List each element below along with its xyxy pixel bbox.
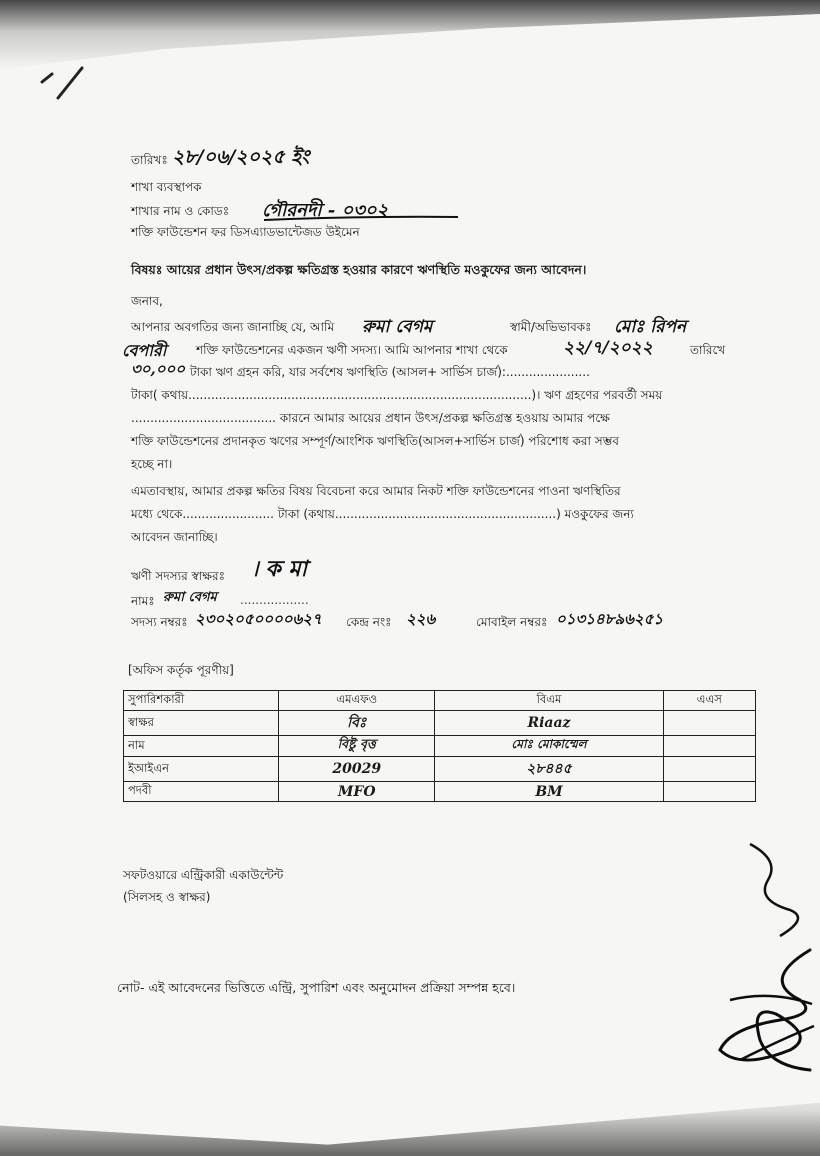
table-row: [124, 757, 756, 782]
member-name-label: নামঃ: [131, 594, 155, 608]
center-value: ২২৬: [406, 610, 436, 628]
column-header: সুপারিশকারী: [124, 691, 279, 711]
bm-designation: BM: [535, 783, 563, 800]
column-header: এএস: [663, 691, 755, 711]
margin-scribble-icon: [740, 840, 820, 940]
body-line-7: হচ্ছে না।: [131, 457, 173, 471]
body-line-1: [131, 319, 334, 339]
row-label: নাম: [124, 736, 279, 757]
table-row: [124, 711, 756, 736]
member-name-value: রুমা বেগম: [163, 590, 217, 605]
body-text: আপনার অবগতির জন্য জানাচ্ছি যে, আমি: [131, 320, 335, 334]
branch-underline: [262, 214, 462, 224]
mobile-label: মোবাইল নম্বরঃ: [476, 615, 548, 629]
column-header: এমএফও: [279, 691, 435, 711]
row-label: স্বাক্ষর: [124, 711, 279, 736]
body-p2-line-1: এমতাবস্থায়, আমার প্রকল্প ক্ষতির বিষয় বিবেচনা করে আমার নিকট শক্তি ফাউন্ডেশনের পাওনা ঋণস্থিতির: [131, 484, 621, 498]
org-name: শক্তি ফাউন্ডেশন ফর ডিসএ্যাডভান্টেজড উইমেন: [131, 225, 360, 239]
mfo-designation: MFO: [337, 783, 376, 800]
mfo-signature: বিঃ: [347, 715, 367, 731]
date-label: তারিখঃ: [131, 153, 168, 167]
applicant-name: রুমা বেগম: [362, 317, 433, 337]
member-number-label: সদস্য নম্বরঃ: [131, 615, 188, 629]
table-header-row: [124, 691, 756, 711]
guardian-name: মোঃ রিপন: [614, 317, 687, 337]
body-p2-line-3: আবেদন জানাচ্ছি।: [131, 530, 218, 544]
date-suffix: তারিখে: [690, 343, 726, 357]
subject-line: বিষয়ঃ আয়ের প্রধান উৎস/প্রকল্প ক্ষতিগ্রস্ত হওয়ার কারণে ঋণস্থিতি মওকুফের জন্য আবেদন।: [131, 262, 587, 277]
member-signature: ৷ ক মা: [254, 556, 307, 582]
column-header: বিএম: [435, 691, 663, 711]
body-p2-line-2: মধ্যে থেকে........................ টাকা (কথায়..........................................................) মওকুফের জন্য: [131, 507, 634, 521]
table-row: [124, 782, 756, 802]
bm-name: মোঃ মোকাম্মেল: [511, 737, 587, 751]
note-text: নোট- এই আবেদনের ভিত্তিতে এন্ট্রি, সুপারিশ এবং অনুমোদন প্রক্রিয়া সম্পন্ন হবে।: [117, 980, 516, 995]
branch-label: শাখার নাম ও কোডঃ: [131, 204, 230, 218]
body-line-3: টাকা ঋণ গ্রহন করি, যার সর্বশেষ ঋণস্থিতি (আসল+ সার্ভিস চার্জ):......................: [190, 365, 590, 379]
office-heading: [অফিস কর্তৃক পূরণীয়]: [128, 663, 234, 677]
member-number-value: ২৩০২০৫০০০০৬২৭: [195, 610, 322, 628]
office-table: [123, 690, 756, 802]
loan-date: ২২/৭/২০২২: [563, 338, 653, 358]
row-label: পদবী: [124, 782, 279, 802]
member-signature-label: ঋণী সদস্যর স্বাক্ষরঃ: [131, 569, 225, 583]
row-label: ইআইএন: [124, 757, 279, 782]
mfo-name: বিষ্টু বৃত্ত: [337, 736, 376, 751]
center-label: কেন্দ্র নংঃ: [346, 615, 392, 629]
body-line-4: টাকা( কথায়..........................................................................................)। ঋণ গ্রহণের পরবর্তী সময়: [131, 388, 663, 402]
guardian-name-cont: বেপারী: [122, 341, 167, 360]
guardian-label: স্বামী/অভিভাবকঃ: [510, 320, 592, 334]
mfo-ein: 20029: [332, 761, 382, 777]
signature-scribble-icon: [700, 940, 818, 1080]
salutation: জনাব,: [131, 294, 163, 308]
bm-signature: Riaaz: [527, 715, 571, 731]
body-line-5: ...................................... কারনে আমার আয়ের প্রধান উৎস/প্রকল্প ক্ষতিগ্রস্ত হওয়ায় আমার পক্ষে: [131, 411, 610, 425]
pen-mark: [38, 62, 88, 102]
accountant-label: সফটওয়ারে এন্ট্রিকারী একাউন্টেন্ট: [123, 868, 284, 882]
loan-amount: ৩০,০০০: [131, 360, 185, 378]
member-name-dots: ..................: [240, 593, 309, 607]
body-line-6: শক্তি ফাউন্ডেশনের প্রদানকৃত ঋণের সম্পূর্ণ/আংশিক ঋণস্থিতি(আসল+সার্ভিস চার্জ) পরিশোধ করা সম্ভব: [131, 434, 619, 448]
scan-shadow-top: [0, 0, 820, 70]
body-line-2: শক্তি ফাউন্ডেশনের একজন ঋণী সদস্য। আমি আপনার শাখা থেকে: [196, 343, 508, 357]
mobile-value: ০১৩১৪৮৯৬২৫১: [556, 610, 664, 628]
branch-manager-label: শাখা ব্যবস্থাপক: [131, 180, 202, 194]
accountant-seal-label: (সিলসহ ও স্বাক্ষর): [123, 890, 211, 904]
date-value: ২৮/০৬/২০২৫ ইং: [172, 146, 310, 168]
branch-value: গৌরনদী - ০৩০২: [262, 200, 389, 221]
scan-shadow-bottom: [0, 1080, 820, 1156]
bm-ein: ২৮৪৪৫: [526, 761, 572, 777]
table-row: [124, 736, 756, 757]
